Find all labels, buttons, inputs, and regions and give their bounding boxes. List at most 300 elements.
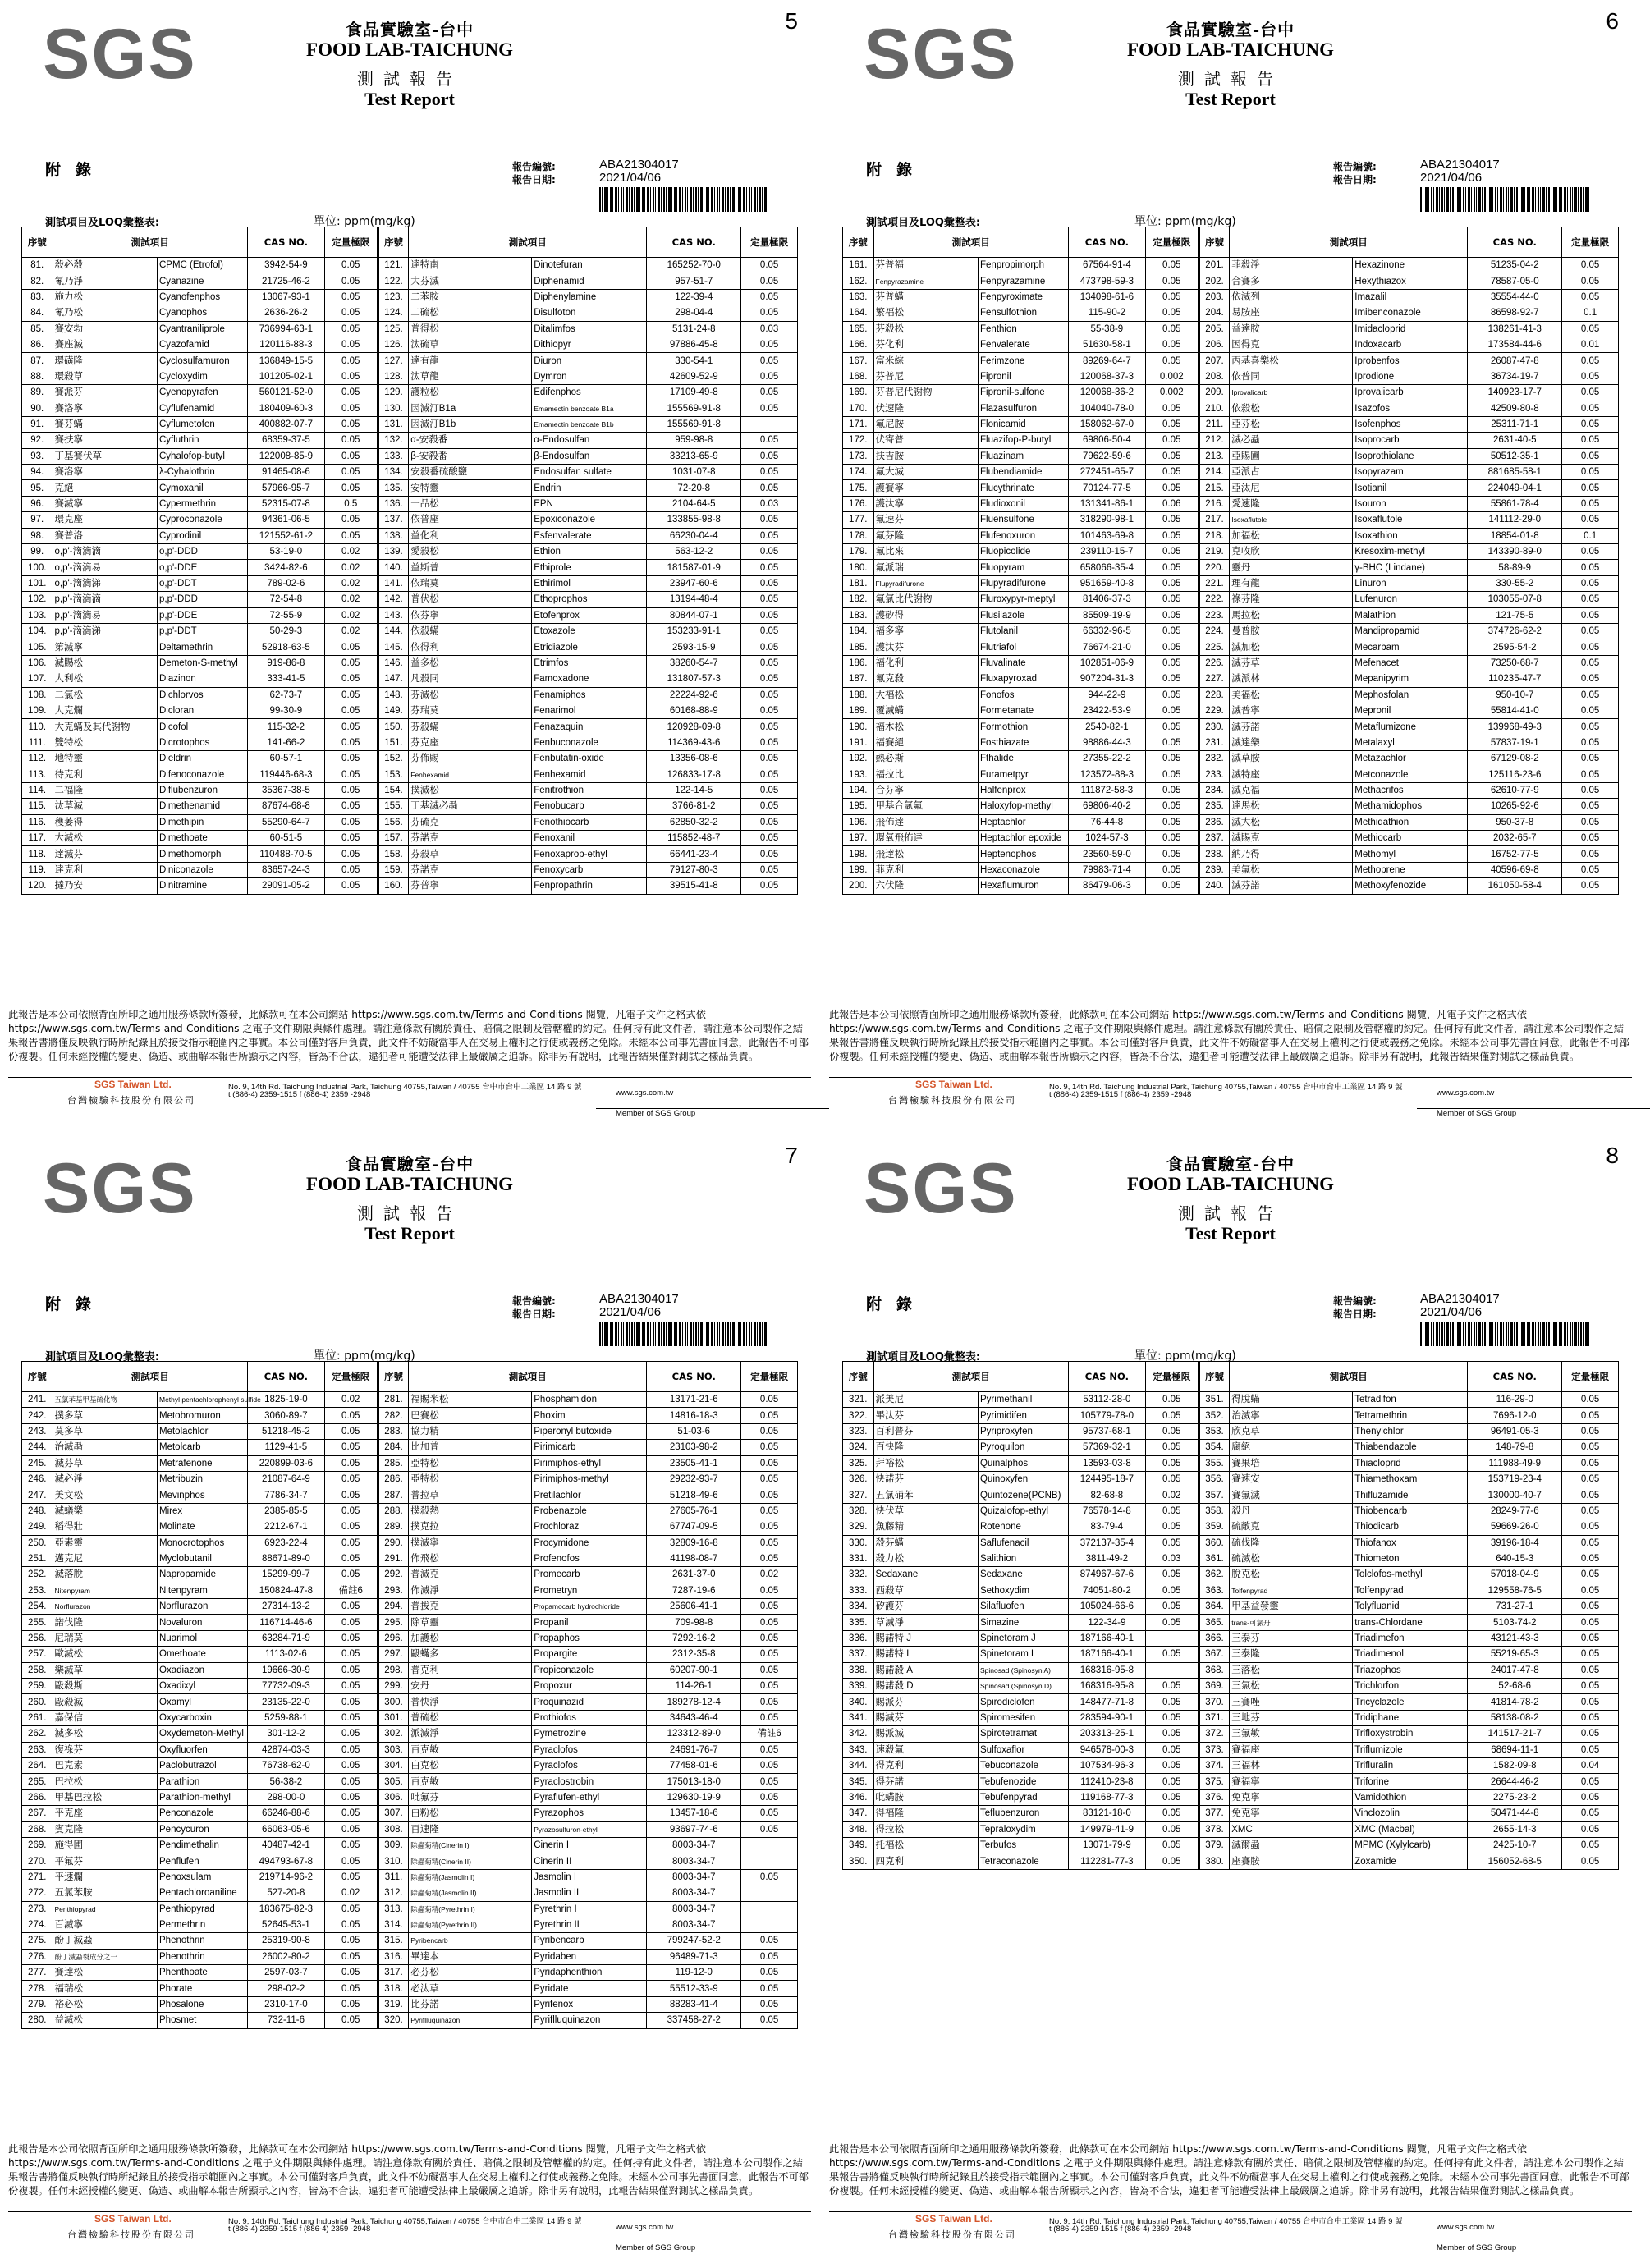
header-no: 序號 — [22, 227, 53, 258]
name-cn: 賜諾特 L — [873, 1647, 979, 1662]
name-en: Trifluralin — [1353, 1757, 1468, 1773]
row-number: 177. — [843, 512, 874, 528]
header-loq: 定量極限 — [1145, 227, 1199, 258]
loq: 0.02 — [324, 1392, 378, 1408]
row-number: 110. — [22, 719, 53, 735]
name-en: Fenoxycarb — [532, 862, 647, 877]
cas-no: 907204-31-3 — [1069, 671, 1146, 687]
table-row — [22, 1869, 798, 1885]
name-cn: 芬普寧 — [409, 878, 532, 894]
name-cn: Nitenpyram — [53, 1583, 158, 1598]
header-cas: CAS NO. — [248, 1362, 325, 1392]
table-row — [843, 512, 1619, 528]
cas-no: 22224-92-6 — [647, 687, 741, 703]
name-en: Methiocarb — [1353, 831, 1468, 846]
name-cn: 芬滅松 — [409, 687, 532, 703]
loq: 0.05 — [1145, 1519, 1199, 1535]
row-number: 139. — [378, 544, 409, 560]
name-cn: 大利松 — [53, 671, 158, 687]
loq: 0.05 — [1562, 767, 1619, 782]
table-row — [22, 1647, 798, 1662]
loq: 0.05 — [324, 1567, 378, 1583]
cas-no: 110235-47-7 — [1468, 671, 1562, 687]
name-en: Propoxur — [532, 1679, 647, 1694]
cas-no: 640-15-3 — [1468, 1551, 1562, 1566]
name-cn: 護汰芬 — [873, 639, 979, 655]
loq: 0.05 — [324, 1933, 378, 1949]
name-en: Fenoxanil — [532, 831, 647, 846]
loq: 0.05 — [1145, 321, 1199, 337]
name-cn: 草滅淨 — [873, 1615, 979, 1630]
name-en: Cyenopyrafen — [158, 385, 248, 401]
cas-no: 78587-05-0 — [1468, 273, 1562, 289]
table-row — [843, 560, 1619, 575]
loq: 0.05 — [324, 862, 378, 877]
row-number: 150. — [378, 719, 409, 735]
name-en: Cyanofenphos — [158, 289, 248, 305]
cas-no: 32809-16-8 — [647, 1535, 741, 1551]
name-en: Nuarimol — [158, 1630, 248, 1646]
row-number: 279. — [22, 1996, 53, 2012]
row-number: 103. — [22, 607, 53, 623]
cas-no: 161050-58-4 — [1468, 878, 1562, 894]
table-row — [22, 1679, 798, 1694]
loq: 0.05 — [324, 1647, 378, 1662]
name-en: Jasmolin I — [532, 1869, 647, 1885]
cas-no: 122-14-5 — [647, 782, 741, 798]
name-cn: 滅必蝨 — [1230, 433, 1353, 448]
cas-no: 51218-49-6 — [647, 1487, 741, 1503]
sgs-logo: SGS — [43, 15, 197, 94]
name-cn: 三泰芬 — [1230, 1630, 1353, 1646]
cas-no: 881685-58-1 — [1468, 465, 1562, 480]
name-en: Pyrethrin II — [532, 1917, 647, 1932]
name-cn: 飛達松 — [873, 846, 979, 862]
header-item: 測試項目 — [873, 1362, 1069, 1392]
cas-no: 122-39-4 — [647, 289, 741, 305]
loq: 0.05 — [1562, 878, 1619, 894]
name-en: Dinitramine — [158, 878, 248, 894]
cas-no: 93697-74-6 — [647, 1821, 741, 1837]
row-number: 106. — [22, 655, 53, 671]
name-cn: 協力精 — [409, 1423, 532, 1439]
table-title: 測試項目及LOQ彙整表: — [45, 1351, 160, 1363]
row-number: 376. — [1199, 1789, 1230, 1805]
row-number: 244. — [22, 1440, 53, 1455]
cas-no: 2104-64-5 — [647, 496, 741, 511]
name-cn: 賜諾特 J — [873, 1630, 979, 1646]
row-number: 263. — [22, 1742, 53, 1757]
name-cn: 凡殺同 — [409, 671, 532, 687]
cas-no: 10265-92-6 — [1468, 799, 1562, 814]
name-en: Fluopyram — [979, 560, 1069, 575]
loq: 0.05 — [324, 751, 378, 767]
name-cn: 安特靈 — [409, 480, 532, 496]
name-cn: 待克利 — [53, 767, 158, 782]
table-row — [22, 1949, 798, 1964]
loq: 0.05 — [1145, 1599, 1199, 1615]
report-title-cn: 測試報告 — [1178, 1203, 1283, 1223]
header-no: 序號 — [1199, 1362, 1230, 1392]
loq: 0.05 — [324, 1694, 378, 1710]
cas-no: 1582-09-8 — [1468, 1757, 1562, 1773]
loq: 0.05 — [1562, 1471, 1619, 1487]
row-number: 147. — [378, 671, 409, 687]
name-cn: 雙特松 — [53, 735, 158, 750]
cas-no: 87674-68-8 — [248, 799, 325, 814]
cas-no: 96491-05-3 — [1468, 1423, 1562, 1439]
name-en: Salithion — [979, 1551, 1069, 1566]
name-cn: 氰乃松 — [53, 305, 158, 321]
name-cn: 大克蟎及其代謝物 — [53, 719, 158, 735]
name-cn: p,p'-滴滴滴 — [53, 592, 158, 607]
loq: 0.05 — [1145, 289, 1199, 305]
name-en: Propamocarb hydrochloride — [532, 1599, 647, 1615]
name-cn: 滅芬諾 — [1230, 719, 1353, 735]
name-en: Diphenamid — [532, 273, 647, 289]
row-number: 142. — [378, 592, 409, 607]
table-row — [22, 1519, 798, 1535]
loq: 0.05 — [1562, 592, 1619, 607]
lab-name-en: FOOD LAB-TAICHUNG — [306, 1174, 513, 1194]
name-en: Spirodiclofen — [979, 1694, 1069, 1710]
name-cn: 依滅列 — [1230, 289, 1353, 305]
loq: 0.05 — [1562, 1694, 1619, 1710]
name-en: Dinotefuran — [532, 258, 647, 273]
row-number: 89. — [22, 385, 53, 401]
row-number: 213. — [1199, 448, 1230, 464]
name-cn: 賜滅芬 — [873, 1710, 979, 1725]
report-title-en: Test Report — [1185, 1223, 1276, 1244]
loq: 0.05 — [1145, 592, 1199, 607]
cas-no: 29232-93-7 — [647, 1471, 741, 1487]
cas-no: 125116-23-6 — [1468, 767, 1562, 782]
name-cn: 百克敏 — [409, 1742, 532, 1757]
row-number: 320. — [378, 2013, 409, 2028]
loq: 0.05 — [1562, 735, 1619, 750]
cas-no: 73250-68-7 — [1468, 655, 1562, 671]
cas-no: 115-90-2 — [1069, 305, 1146, 321]
table-row — [22, 496, 798, 511]
loq: 0.05 — [741, 687, 798, 703]
row-number: 170. — [843, 401, 874, 416]
row-number: 316. — [378, 1949, 409, 1964]
name-cn: 滅賜松 — [53, 655, 158, 671]
name-cn: 祿芬隆 — [1230, 592, 1353, 607]
name-cn: 吡氟芬 — [409, 1789, 532, 1805]
table-row — [843, 1503, 1619, 1519]
loq: 0.05 — [324, 639, 378, 655]
name-en: Methoprene — [1353, 862, 1468, 877]
name-en: Procymidone — [532, 1535, 647, 1551]
name-en: Penthiopyrad — [158, 1901, 248, 1917]
name-cn: 撲克拉 — [409, 1519, 532, 1535]
name-en: Fenvalerate — [979, 337, 1069, 352]
name-en: Pyridate — [532, 1981, 647, 1996]
table-row — [22, 1885, 798, 1901]
row-number: 203. — [1199, 289, 1230, 305]
name-en: Heptenophos — [979, 846, 1069, 862]
name-en: Cinerin I — [532, 1837, 647, 1853]
cas-no: 168316-95-8 — [1069, 1679, 1146, 1694]
name-en: Propargite — [532, 1647, 647, 1662]
name-cn: 芬普尼 — [873, 369, 979, 384]
report-no: ABA21304017 — [1420, 158, 1500, 172]
loq: 0.05 — [1562, 1647, 1619, 1662]
table-row — [843, 353, 1619, 369]
row-number: 265. — [22, 1774, 53, 1789]
loq: 0.05 — [1562, 1774, 1619, 1789]
row-number: 140. — [378, 560, 409, 575]
cas-no: 272451-65-7 — [1069, 465, 1146, 480]
name-cn: 撲滅松 — [409, 782, 532, 798]
cas-no: 70124-77-5 — [1069, 480, 1146, 496]
cas-no: 153719-23-4 — [1468, 1471, 1562, 1487]
loq: 0.05 — [324, 369, 378, 384]
row-number: 188. — [843, 687, 874, 703]
name-cn: 西殺草 — [873, 1583, 979, 1598]
report-date: 2021/04/06 — [599, 1305, 662, 1319]
name-en: Etridiazole — [532, 639, 647, 655]
table-header-row — [22, 1362, 798, 1392]
table-row — [22, 385, 798, 401]
row-number: 81. — [22, 258, 53, 273]
cas-no: 26087-47-8 — [1468, 353, 1562, 369]
table-row — [843, 1789, 1619, 1805]
name-cn: 氟尼胺 — [873, 416, 979, 432]
name-cn: 賽速安 — [1230, 1471, 1353, 1487]
row-number: 92. — [22, 433, 53, 448]
cas-no: 959-98-8 — [647, 433, 741, 448]
row-number: 118. — [22, 846, 53, 862]
table-row — [843, 1392, 1619, 1408]
loq: 0.05 — [324, 831, 378, 846]
cas-no: 2275-23-2 — [1468, 1789, 1562, 1805]
loq: 0.05 — [741, 1471, 798, 1487]
row-number: 191. — [843, 735, 874, 750]
name-cn: 伏寄普 — [873, 433, 979, 448]
row-number: 236. — [1199, 814, 1230, 830]
name-en: Ethiprole — [532, 560, 647, 575]
cas-no: 2593-15-9 — [647, 639, 741, 655]
name-en: Heptachlor epoxide — [979, 831, 1069, 846]
name-cn: 百克敏 — [409, 1774, 532, 1789]
row-number: 328. — [843, 1503, 874, 1519]
name-cn: 亞特松 — [409, 1455, 532, 1471]
cas-no: 120068-36-2 — [1069, 385, 1146, 401]
row-number: 168. — [843, 369, 874, 384]
table-row — [22, 1408, 798, 1423]
name-en: Pencycuron — [158, 1821, 248, 1837]
loq: 0.05 — [1562, 1615, 1619, 1630]
table-row — [843, 401, 1619, 416]
name-cn: 二苯胺 — [409, 289, 532, 305]
header-cas: CAS NO. — [647, 227, 741, 258]
loq: 0.05 — [741, 1615, 798, 1630]
company-address: No. 9, 14th Rd. Taichung Industrial Park, Taichung 40755,Taiwan / 40755 台中市台中工業區 14 路 9 號 — [1049, 1083, 1403, 1092]
row-number: 225. — [1199, 639, 1230, 655]
cas-no: 26644-46-2 — [1468, 1774, 1562, 1789]
cas-no: 21087-64-9 — [248, 1471, 325, 1487]
name-en: Imazalil — [1353, 289, 1468, 305]
cas-no: 120928-09-8 — [647, 719, 741, 735]
cas-no: 165252-70-0 — [647, 258, 741, 273]
loq: 0.05 — [1145, 782, 1199, 798]
name-en: Fluxapyroxad — [979, 671, 1069, 687]
row-number: 187. — [843, 671, 874, 687]
loq: 0.05 — [324, 735, 378, 750]
row-number: 155. — [378, 799, 409, 814]
cas-no: 62-73-7 — [248, 687, 325, 703]
row-number: 117. — [22, 831, 53, 846]
cas-no: 111872-58-3 — [1069, 782, 1146, 798]
loq: 0.05 — [741, 273, 798, 289]
cas-no: 51235-04-2 — [1468, 258, 1562, 273]
row-number: 380. — [1199, 1853, 1230, 1869]
cas-no: 39515-41-8 — [647, 878, 741, 894]
name-cn: 克絕 — [53, 480, 158, 496]
cas-no: 3424-82-6 — [248, 560, 325, 575]
row-number: 196. — [843, 814, 874, 830]
name-cn: β-安殺番 — [409, 448, 532, 464]
table-row — [843, 1535, 1619, 1551]
row-number: 239. — [1199, 862, 1230, 877]
footer-rule — [829, 2211, 1632, 2212]
name-en: Thiacloprid — [1353, 1455, 1468, 1471]
table-row — [843, 1551, 1619, 1566]
row-number: 317. — [378, 1965, 409, 1981]
cas-no: 950-37-8 — [1468, 814, 1562, 830]
name-en: γ-BHC (Lindane) — [1353, 560, 1468, 575]
name-en: Prothiofos — [532, 1710, 647, 1725]
row-number: 131. — [378, 416, 409, 432]
name-en: Sethoxydim — [979, 1583, 1069, 1598]
name-cn: 加福松 — [1230, 528, 1353, 543]
name-en: Methamidophos — [1353, 799, 1468, 814]
loq: 0.05 — [1562, 719, 1619, 735]
loq: 0.05 — [1562, 1455, 1619, 1471]
loq: 0.05 — [741, 1423, 798, 1439]
name-en: Isoxaflutole — [1353, 512, 1468, 528]
company-address: No. 9, 14th Rd. Taichung Industrial Park, Taichung 40755,Taiwan / 40755 台中市台中工業區 14 路 9 號 — [1049, 2217, 1403, 2226]
header-no: 序號 — [378, 227, 409, 258]
table-row — [22, 1774, 798, 1789]
name-cn: 依殺松 — [1230, 401, 1353, 416]
table-row — [22, 1423, 798, 1439]
footer-rule — [8, 2211, 811, 2212]
name-en: Tebuconazole — [979, 1757, 1069, 1773]
cas-no: 203313-25-1 — [1069, 1726, 1146, 1742]
name-en: Fluazifop-P-butyl — [979, 433, 1069, 448]
cas-no: 173584-44-6 — [1468, 337, 1562, 352]
cas-no: 3942-54-9 — [248, 258, 325, 273]
name-cn: 托福松 — [873, 1837, 979, 1853]
table-row — [22, 1535, 798, 1551]
name-cn: 甲基益發靈 — [1230, 1599, 1353, 1615]
name-cn: 靈丹 — [1230, 560, 1353, 575]
table-row — [22, 2013, 798, 2028]
row-number: 312. — [378, 1885, 409, 1901]
name-cn: 依芬寧 — [409, 607, 532, 623]
cas-no: 183675-82-3 — [248, 1901, 325, 1917]
report-no-label: 報告編號: — [1333, 161, 1377, 172]
loq: 0.05 — [1562, 1821, 1619, 1837]
cas-no: 116714-46-6 — [248, 1615, 325, 1630]
barcode — [1420, 187, 1591, 212]
name-cn: 治滅寧 — [1230, 1408, 1353, 1423]
row-number: 267. — [22, 1806, 53, 1821]
name-cn: 硫伐隆 — [1230, 1535, 1353, 1551]
name-cn: 除蟲菊精(Cinerin II) — [409, 1853, 532, 1869]
name-cn: 益達胺 — [1230, 321, 1353, 337]
table-header-row — [22, 227, 798, 258]
name-en: λ-Cyhalothrin — [158, 465, 248, 480]
row-number: 286. — [378, 1471, 409, 1487]
table-title: 測試項目及LOQ彙整表: — [866, 1351, 981, 1363]
table-row — [22, 1662, 798, 1678]
name-en: Metazachlor — [1353, 751, 1468, 767]
loq: 0.05 — [324, 1965, 378, 1981]
cas-no: 13356-08-6 — [647, 751, 741, 767]
row-number: 167. — [843, 353, 874, 369]
row-number: 99. — [22, 544, 53, 560]
loq: 0.05 — [1145, 814, 1199, 830]
name-en: Deltamethrin — [158, 639, 248, 655]
report-date-label: 報告日期: — [512, 1308, 556, 1320]
loq: 0.05 — [324, 1996, 378, 2012]
name-cn: 佈飛松 — [409, 1551, 532, 1566]
name-cn: 尼瑞莫 — [53, 1630, 158, 1646]
cas-no: 40596-69-8 — [1468, 862, 1562, 877]
cas-no: 126833-17-8 — [647, 767, 741, 782]
header-item: 測試項目 — [53, 1362, 248, 1392]
table-row — [843, 1806, 1619, 1821]
loq: 0.05 — [1562, 321, 1619, 337]
table-row — [22, 1599, 798, 1615]
cas-no: 52-68-6 — [1468, 1679, 1562, 1694]
loq: 0.05 — [324, 782, 378, 798]
loq: 0.05 — [1145, 1837, 1199, 1853]
loq: 0.05 — [1562, 416, 1619, 432]
loq: 0.05 — [741, 1551, 798, 1566]
row-number: 229. — [1199, 703, 1230, 718]
cas-no: 13593-03-8 — [1069, 1455, 1146, 1471]
table-row — [22, 1630, 798, 1646]
loq: 0.05 — [324, 2013, 378, 2028]
name-en: Flufenoxuron — [979, 528, 1069, 543]
name-cn: 賽氟滅 — [1230, 1487, 1353, 1503]
row-number: 254. — [22, 1599, 53, 1615]
name-cn: 一品松 — [409, 496, 532, 511]
row-number: 319. — [378, 1996, 409, 2012]
cas-no: 42509-80-8 — [1468, 401, 1562, 416]
cas-no: 88671-89-0 — [248, 1551, 325, 1566]
appendix-label: 附錄 — [45, 1295, 107, 1313]
report-no-label: 報告編號: — [1333, 1295, 1377, 1307]
cas-no: 1129-41-5 — [248, 1440, 325, 1455]
cas-no: 189278-12-4 — [647, 1694, 741, 1710]
row-number: 379. — [1199, 1837, 1230, 1853]
cas-no: 789-02-6 — [248, 575, 325, 591]
table-row — [843, 337, 1619, 352]
cas-no: 83121-18-0 — [1069, 1806, 1146, 1821]
name-en: Trifloxystrobin — [1353, 1726, 1468, 1742]
name-cn: 甲基合氯氟 — [873, 799, 979, 814]
name-cn: o,p'-滴滴滴 — [53, 544, 158, 560]
loq: 0.05 — [324, 337, 378, 352]
table-row — [843, 735, 1619, 750]
table-title: 測試項目及LOQ彙整表: — [45, 217, 160, 229]
